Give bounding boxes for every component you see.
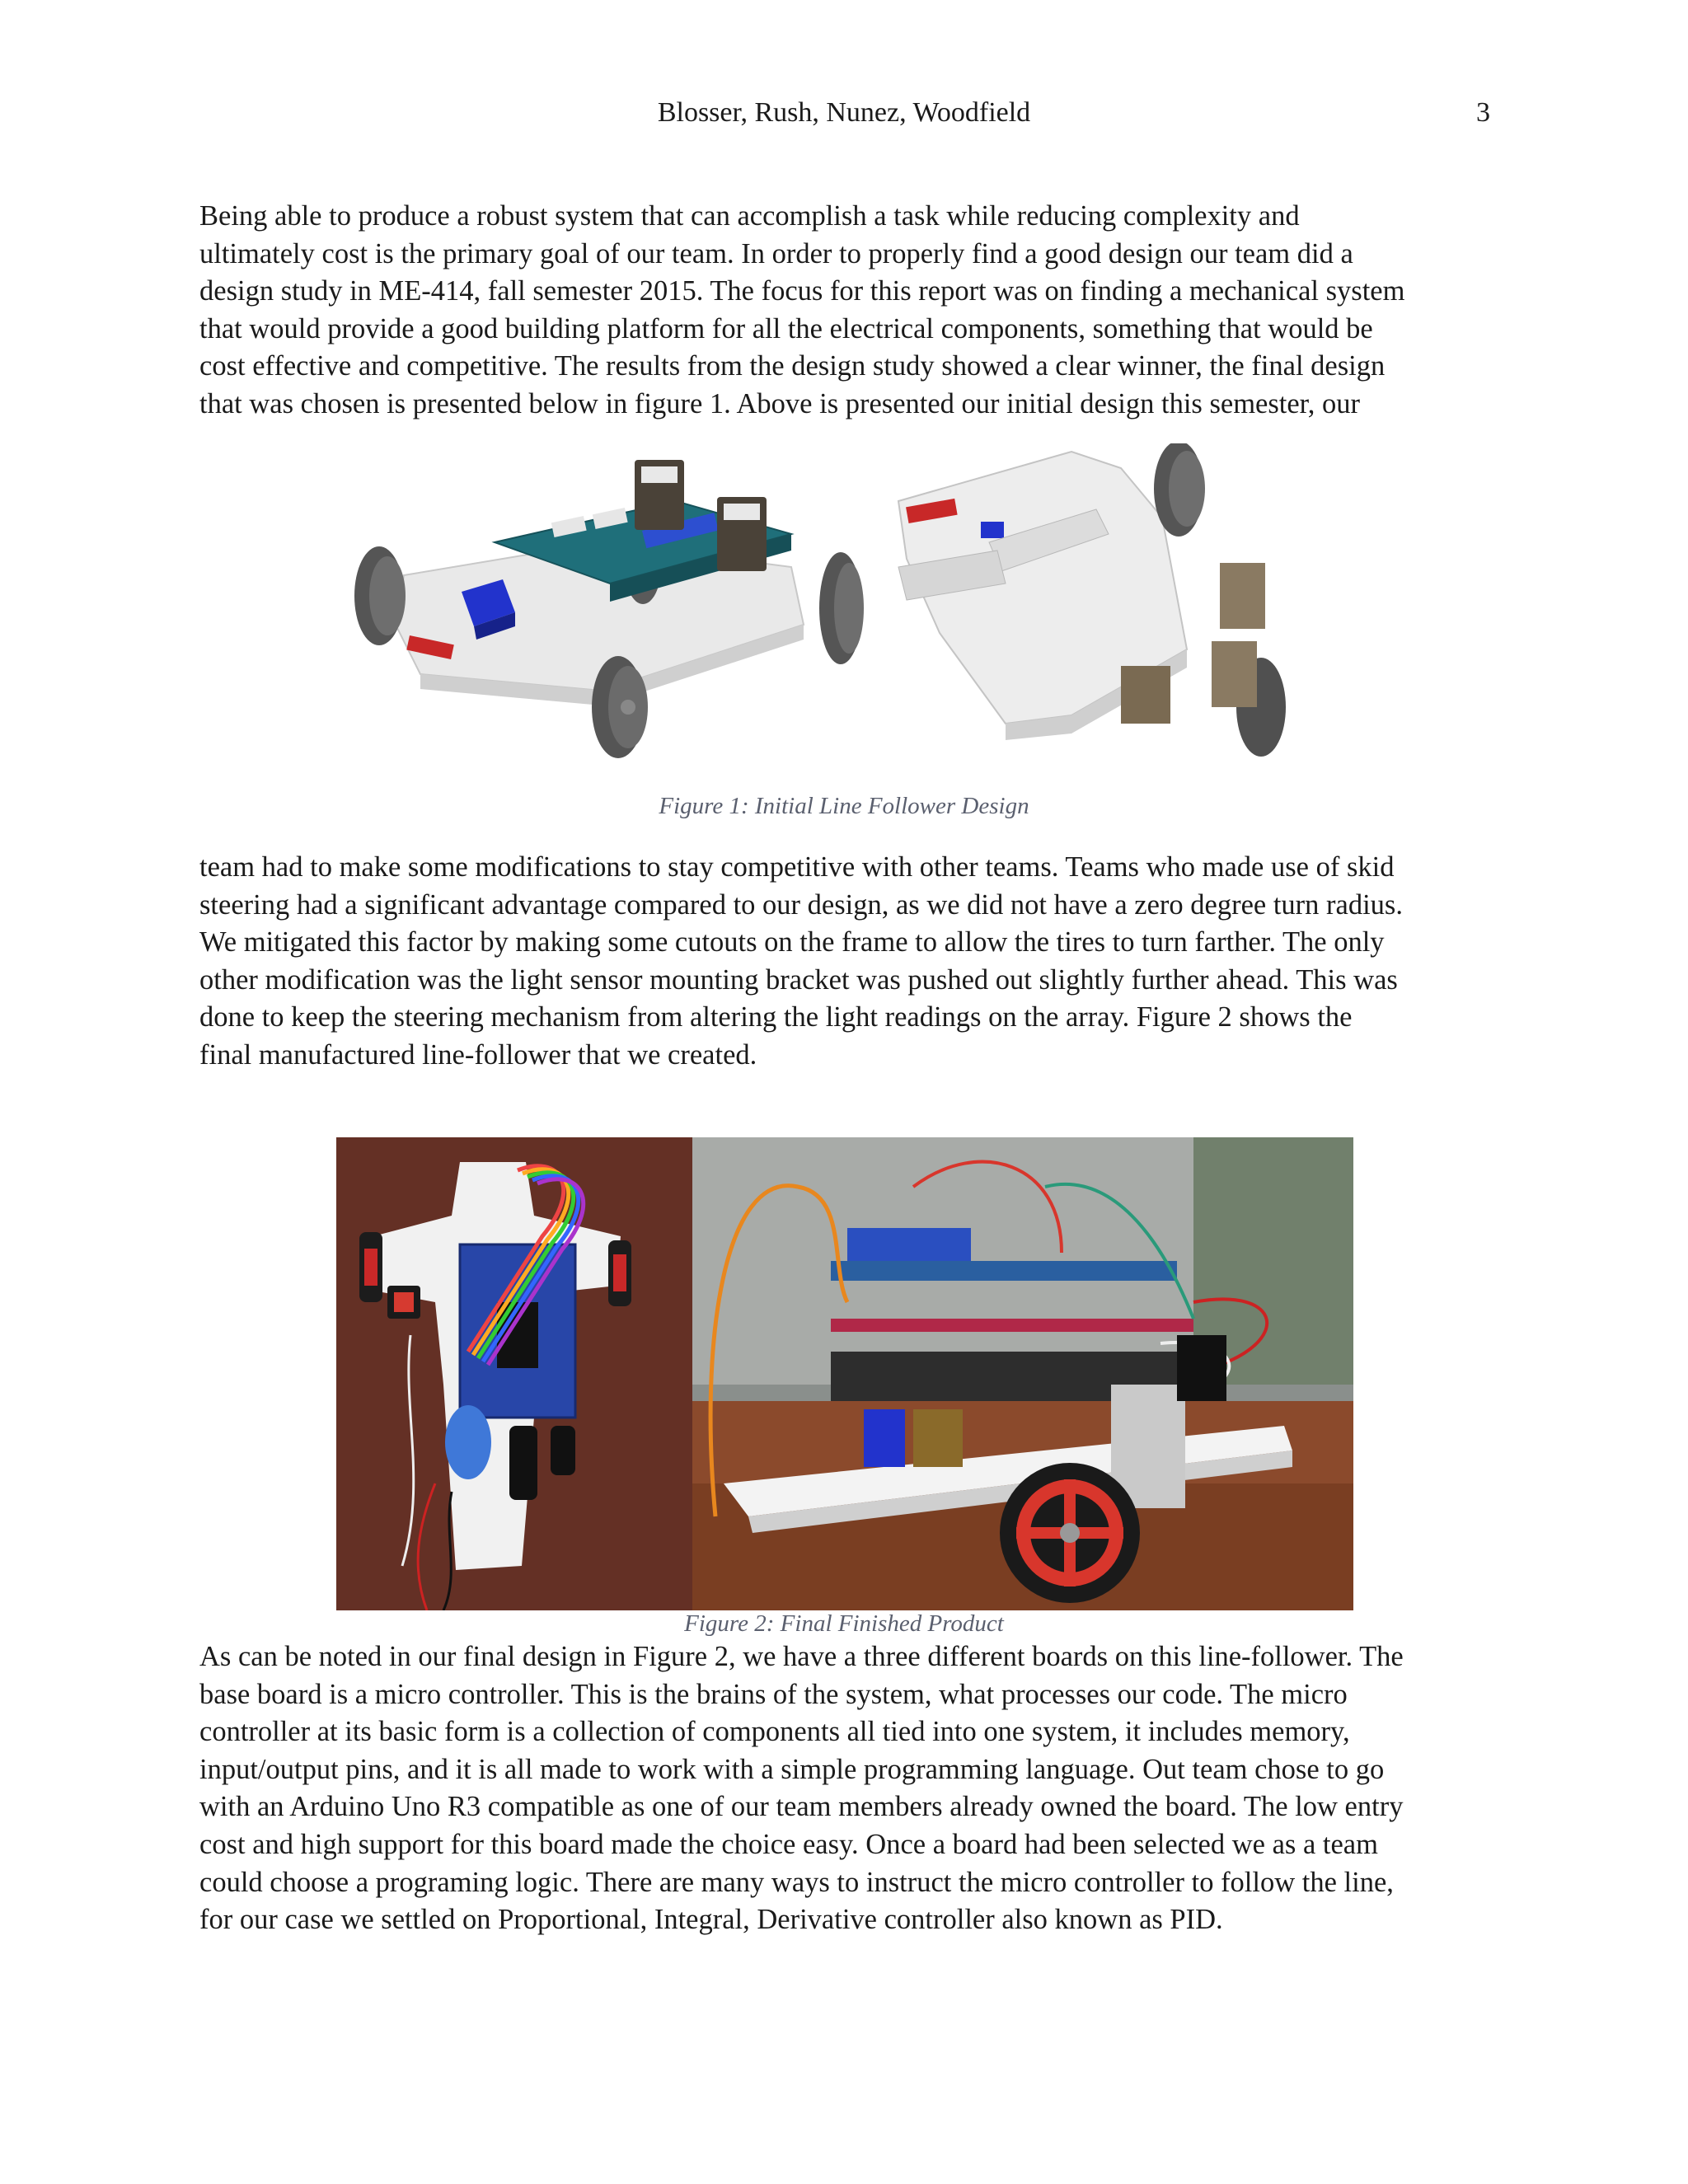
figure-1-cad-renders [330,443,1360,781]
photo-side-view [692,1137,1353,1610]
paragraph-modifications [199,849,1502,1075]
text-line: cost effective and competitive. The results from the design study showed a clear winner, the final design [199,350,1386,382]
text-line: controller at its basic form is a collection of components all tied into one system, it includes memory, [199,1716,1350,1748]
page-number: 3 [1476,97,1490,128]
text-line: ultimately cost is the primary goal of our team. In order to properly find a good design our team did a [199,237,1353,269]
text-line: input/output pins, and it is all made to work with a simple programming language. Out team chose to go [199,1753,1385,1785]
text-line: for our case we settled on Proportional, Integral, Derivative controller also known as PID. [199,1904,1223,1936]
text-line: final manufactured line-follower that we created. [199,1038,757,1071]
text-line: As can be noted in our final design in Figure 2, we have a three different boards on this line-follower. The [199,1641,1404,1672]
paragraph-intro [199,198,1502,424]
text-line: Being able to produce a robust system that can accomplish a task while reducing complexity and [199,200,1300,232]
text-line: steering had a significant advantage compared to our design, as we did not have a zero degree turn radius. [199,888,1403,921]
text-line: done to keep the steering mechanism from altering the light readings on the array. Figure 2 shows the [199,1001,1353,1033]
photo-top-view [336,1137,692,1610]
text-line: team had to make some modifications to stay competitive with other teams. Teams who made use of skid [199,851,1395,883]
text-line: that would provide a good building platform for all the electrical components, something that would be [199,312,1373,344]
text-line: could choose a programing logic. There are many ways to instruct the micro controller to follow the line, [199,1866,1394,1898]
figure-1-caption: Figure 1: Initial Line Follower Design [659,793,1029,819]
text-line: with an Arduino Uno R3 compatible as one of our team members already owned the board. The low entry [199,1791,1404,1823]
text-line: cost and high support for this board made the choice easy. Once a board had been selected we as a team [199,1828,1378,1860]
paragraph-microcontroller [199,1638,1502,1939]
text-line: other modification was the light sensor mounting bracket was pushed out slightly further ahead. This was [199,963,1398,996]
text-line: We mitigated this factor by making some cutouts on the frame to allow the tires to turn farther. The only [199,926,1385,958]
cad-render-right [819,443,1286,757]
text-line: that was chosen is presented below in figure 1. Above is presented our initial design this semester, our [199,387,1361,419]
header-authors: Blosser, Rush, Nunez, Woodfield [657,97,1031,128]
figure-2-caption: Figure 2: Final Finished Product [684,1610,1004,1637]
text-line: design study in ME-414, fall semester 2015. The focus for this report was on finding a mechanical system [199,275,1405,307]
text-line: base board is a micro controller. This is the brains of the system, what processes our code. The micro [199,1678,1348,1710]
cad-render-left [354,460,804,758]
page-header [0,97,1688,134]
figure-2-photos [336,1137,1353,1610]
